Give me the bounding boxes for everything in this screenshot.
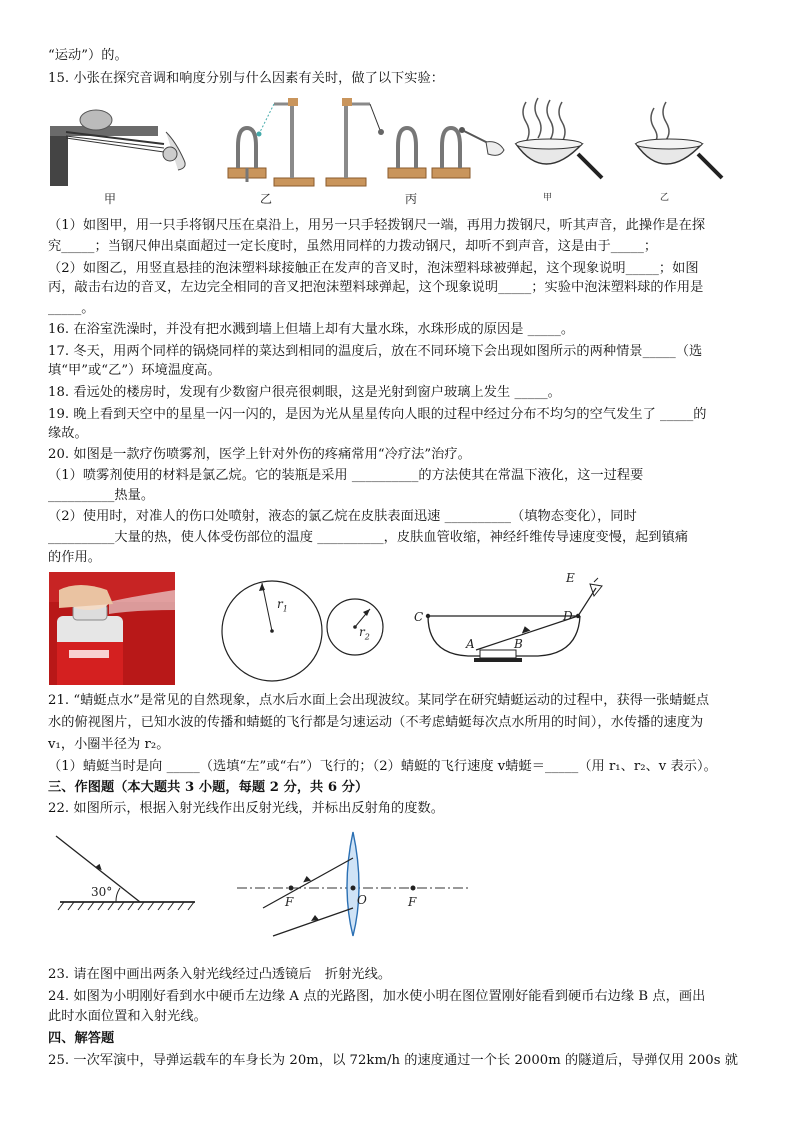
convex-lens-figure <box>233 828 473 938</box>
question-16: 16. 在浴室洗澡时，并没有把水溅到墙上但墙上却有大量水珠，水珠形成的原因是 _____。 <box>48 322 575 337</box>
question-24-a: 24. 如图为小明刚好看到水中硬币左边缘 A 点的光路图，加水使小明在图位置刚好能看到硬币右边缘 B 点，画出 <box>48 989 706 1004</box>
section-3-heading: 三、作图题（本大题共 3 小题，每题 2 分，共 6 分） <box>48 780 369 795</box>
question-21-a: 21. “蜻蜓点水”是常见的自然现象，点水后水面上会出现波纹。某同学在研究蜻蜓运动的过程中，获得一张蜻蜓点 <box>48 693 710 708</box>
question-21-c: v₁，小圈半径为 r₂。 <box>48 737 170 752</box>
wok-steam-figure-yi <box>636 102 722 178</box>
label-A: A <box>466 637 475 651</box>
spray-can-image <box>49 572 175 685</box>
spray-can-photo <box>49 572 175 685</box>
r1-symbol: r <box>277 597 283 611</box>
q15-part2-a: （2）如图乙，用竖直悬挂的泡沫塑料球接触正在发声的音叉时，泡沫塑料球被弹起，这个现象说明_____；如图 <box>48 261 699 276</box>
label-F-right: F <box>408 895 417 909</box>
caption-jia: 甲 <box>104 192 117 206</box>
label-O: O <box>357 893 367 907</box>
caption-jia-wok: 甲 <box>543 193 553 203</box>
r2-subscript: 2 <box>364 632 370 642</box>
q20-part2-c: 的作用。 <box>48 550 101 565</box>
question-19-b: 缘故。 <box>48 426 88 441</box>
section-4-heading: 四、解答题 <box>48 1031 115 1046</box>
wok-steam-figure-jia <box>516 98 602 178</box>
tuning-fork-ball-figure <box>228 98 314 186</box>
q15-part1-b: 究_____；当钢尺伸出桌面超过一定长度时，虽然用同样的力拨动钢尺，却听不到声音，这是由于_____； <box>48 239 658 254</box>
question-18: 18. 看远处的楼房时，发现有少数窗户很亮很刺眼，这是光射到窗户玻璃上发生 _____。 <box>48 385 561 400</box>
caption-yi: 乙 <box>260 192 273 206</box>
r2-symbol: r <box>359 625 365 639</box>
text-line: “运动”）的。 <box>48 48 128 63</box>
label-C: C <box>414 610 424 624</box>
q20-part1-b: __________热量。 <box>48 488 155 503</box>
r2-label <box>359 625 370 641</box>
question-22: 22. 如图所示，根据入射光线作出反射光线，并标出反射角的度数。 <box>48 801 445 816</box>
q20-part1-a: （1）喷雾剂使用的材料是氯乙烷。它的装瓶是采用 __________的方法使其在常温下液化，这一过程要 <box>48 468 644 483</box>
q15-figure-row <box>46 92 746 190</box>
bowl-coin-svg <box>410 568 610 680</box>
angle-label: 30° <box>91 885 113 899</box>
question-15: 15. 小张在探究音调和响度分别与什么因素有关时，做了以下实验： <box>48 71 445 86</box>
question-25: 25. 一次军演中，导弹运载车的车身长为 20m，以 72km/h 的速度通过一个长 2000m 的隧道后，导弹仅用 200s 就 <box>48 1053 739 1068</box>
two-tuning-forks-figure <box>326 98 504 186</box>
r1-subscript: 1 <box>282 604 288 614</box>
label-E: E <box>566 571 575 585</box>
caption-bing: 丙 <box>405 192 418 206</box>
question-17-b: 填“甲”或“乙”）环境温度高。 <box>48 363 221 378</box>
label-F-left: F <box>285 895 294 909</box>
q21-parts: （1）蜻蜓当时是向 _____（选填“左”或“右”）飞行的；（2）蜻蜓的飞行速度 v蜻蜓＝_____（用 r₁、r₂、v 表示）。 <box>48 759 717 774</box>
q15-figures <box>46 92 746 190</box>
question-19-a: 19. 晚上看到天空中的星星一闪一闪的，是因为光从星星传向人眼的过程中经过分布不均匀的空气发生了 _____的 <box>48 407 707 422</box>
caption-yi-wok: 乙 <box>660 193 670 203</box>
bowl-coin-figure <box>410 568 610 680</box>
q15-part2-c: _____。 <box>48 301 95 316</box>
question-17-a: 17. 冬天，用两个同样的锅烧同样的菜达到相同的温度后，放在不同环境下会出现如图所示的两种情景_____（选 <box>48 344 703 359</box>
question-24-b: 此时水面位置和入射光线。 <box>48 1009 207 1024</box>
question-21-b: 水的俯视图片，已知水波的传播和蜻蜓的飞行都是匀速运动（不考虑蜻蜓每次点水所用的时间），水传播的速度为 <box>48 715 704 730</box>
ruler-table-figure <box>50 110 185 186</box>
q20-part2-b: __________大量的热，使人体受伤部位的温度 __________，皮肤血管收缩，神经纤维传导速度变慢，起到镇痛 <box>48 530 689 545</box>
q15-part2-b: 丙，敲击右边的音叉，左边完全相同的音叉把泡沫塑料球弹起，这个现象说明_____；实验中泡沫塑料球的作用是 <box>48 280 704 295</box>
question-23: 23. 请在图中画出两条入射光线经过凸透镜后 折射光线。 <box>48 967 392 982</box>
mirror-svg <box>50 832 200 917</box>
lens-svg <box>233 828 473 938</box>
question-20: 20. 如图是一款疗伤喷雾剂，医学上针对外伤的疼痛常用“冷疗法”治疗。 <box>48 447 471 462</box>
q20-part2-a: （2）使用时，对准人的伤口处喷射，液态的氯乙烷在皮肤表面迅速 __________（填物态变化），同时 <box>48 509 637 524</box>
label-B: B <box>514 637 523 651</box>
q15-part1-a: （1）如图甲，用一只手将钢尺压在桌沿上，用另一只手轻拨钢尺一端，再用力拨钢尺，听其声音，此操作是在探 <box>48 218 706 233</box>
r1-label <box>277 597 288 613</box>
label-D: D <box>563 609 573 623</box>
mirror-incident-figure <box>50 832 200 917</box>
